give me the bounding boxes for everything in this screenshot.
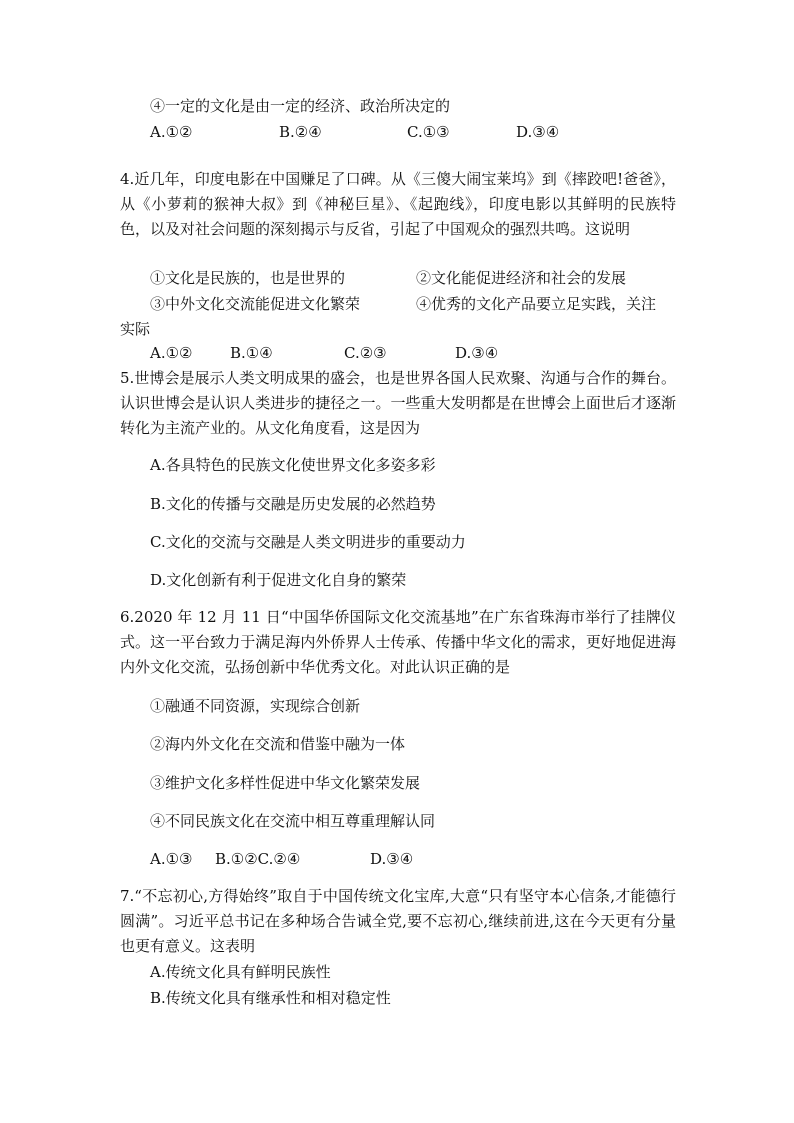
q5-option-b[interactable]: B.文化的传播与交融是历史发展的必然趋势 [150, 495, 436, 513]
q6-stem: 6.2020 年 12 月 11 日“中国华侨国际文化交流基地”在广东省珠海市举行了挂牌仪式。这一平台致力于满足海内外侨界人士传承、传播中华文化的需求，更好地促进海内外文化交流，弘扬创新中华优秀文化。对此认识正确的是 [120, 608, 676, 676]
q4-item-4: ④优秀的文化产品要立足实践，关注 [416, 295, 657, 313]
q5-option-a[interactable]: A.各具特色的民族文化使世界文化多姿多彩 [150, 456, 436, 474]
q3-option-b[interactable]: B.②④ [279, 123, 322, 141]
q5-option-d[interactable]: D.文化创新有利于促进文化自身的繁荣 [150, 571, 407, 589]
q6-options [150, 847, 450, 871]
q5-stem: 5.世博会是展示人类文明成果的盛会，也是世界各国人民欢聚、沟通与合作的舞台。认识世博会是认识人类进步的捷径之一。一些重大发明都是在世博会上面世后才逐渐转化为主流产业的。从文化角度看，这是因为 [120, 369, 676, 437]
q4-option-c[interactable]: C.②③ [344, 344, 387, 362]
q6-option-d[interactable]: D.③④ [370, 850, 414, 868]
q3-item-4: ④一定的文化是由一定的经济、政治所决定的 [150, 97, 451, 115]
q7-stem: 7.“不忘初心,方得始终”取自于中国传统文化宝库,大意“只有坚守本心信条,才能德行圆满”。习近平总书记在多种场合告诫全党,要不忘初心,继续前进,这在今天更有分量也更有意义。这表明 [120, 887, 676, 955]
q7-option-a[interactable]: A.传统文化具有鲜明民族性 [150, 963, 331, 981]
q4-options [150, 341, 530, 365]
q6-item-2: ②海内外文化在交流和借鉴中融为一体 [150, 735, 406, 753]
q3-option-a[interactable]: A.①② [150, 123, 193, 141]
q4-option-b[interactable]: B.①④ [230, 344, 273, 362]
q3-options [150, 120, 570, 144]
q6-option-a[interactable]: A.①③ [150, 850, 193, 868]
q4-option-a[interactable]: A.①② [150, 344, 193, 362]
q6-item-3: ③维护文化多样性促进中华文化繁荣发展 [150, 774, 421, 792]
q4-stem: 4.近几年，印度电影在中国赚足了口碑。从《三傻大闹宝莱坞》到《摔跤吧!爸爸》，从《小萝莉的猴神大叔》到《神秘巨星》、《起跑线》，印度电影以其鲜明的民族特色，以及对社会问题的深刻揭示与反省，引起了中国观众的强烈共鸣。这说明 [120, 170, 676, 238]
q4-item-4-cont: 实际 [120, 320, 151, 338]
q4-item-3: ③中外文化交流能促进文化繁荣 [150, 295, 361, 313]
q3-option-c[interactable]: C.①③ [407, 123, 450, 141]
q5-option-c[interactable]: C.文化的交流与交融是人类文明进步的重要动力 [150, 533, 466, 551]
q6-option-b-c[interactable]: B.①②C.②④ [215, 850, 301, 868]
q4-item-1: ①文化是民族的，也是世界的 [150, 269, 346, 287]
q6-item-4: ④不同民族文化在交流中相互尊重理解认同 [150, 812, 436, 830]
q4-item-2: ②文化能促进经济和社会的发展 [416, 269, 627, 287]
q7-option-b[interactable]: B.传统文化具有继承性和相对稳定性 [150, 989, 391, 1007]
q4-option-d[interactable]: D.③④ [455, 344, 499, 362]
q6-item-1: ①融通不同资源，实现综合创新 [150, 697, 361, 715]
q3-option-d[interactable]: D.③④ [516, 123, 560, 141]
